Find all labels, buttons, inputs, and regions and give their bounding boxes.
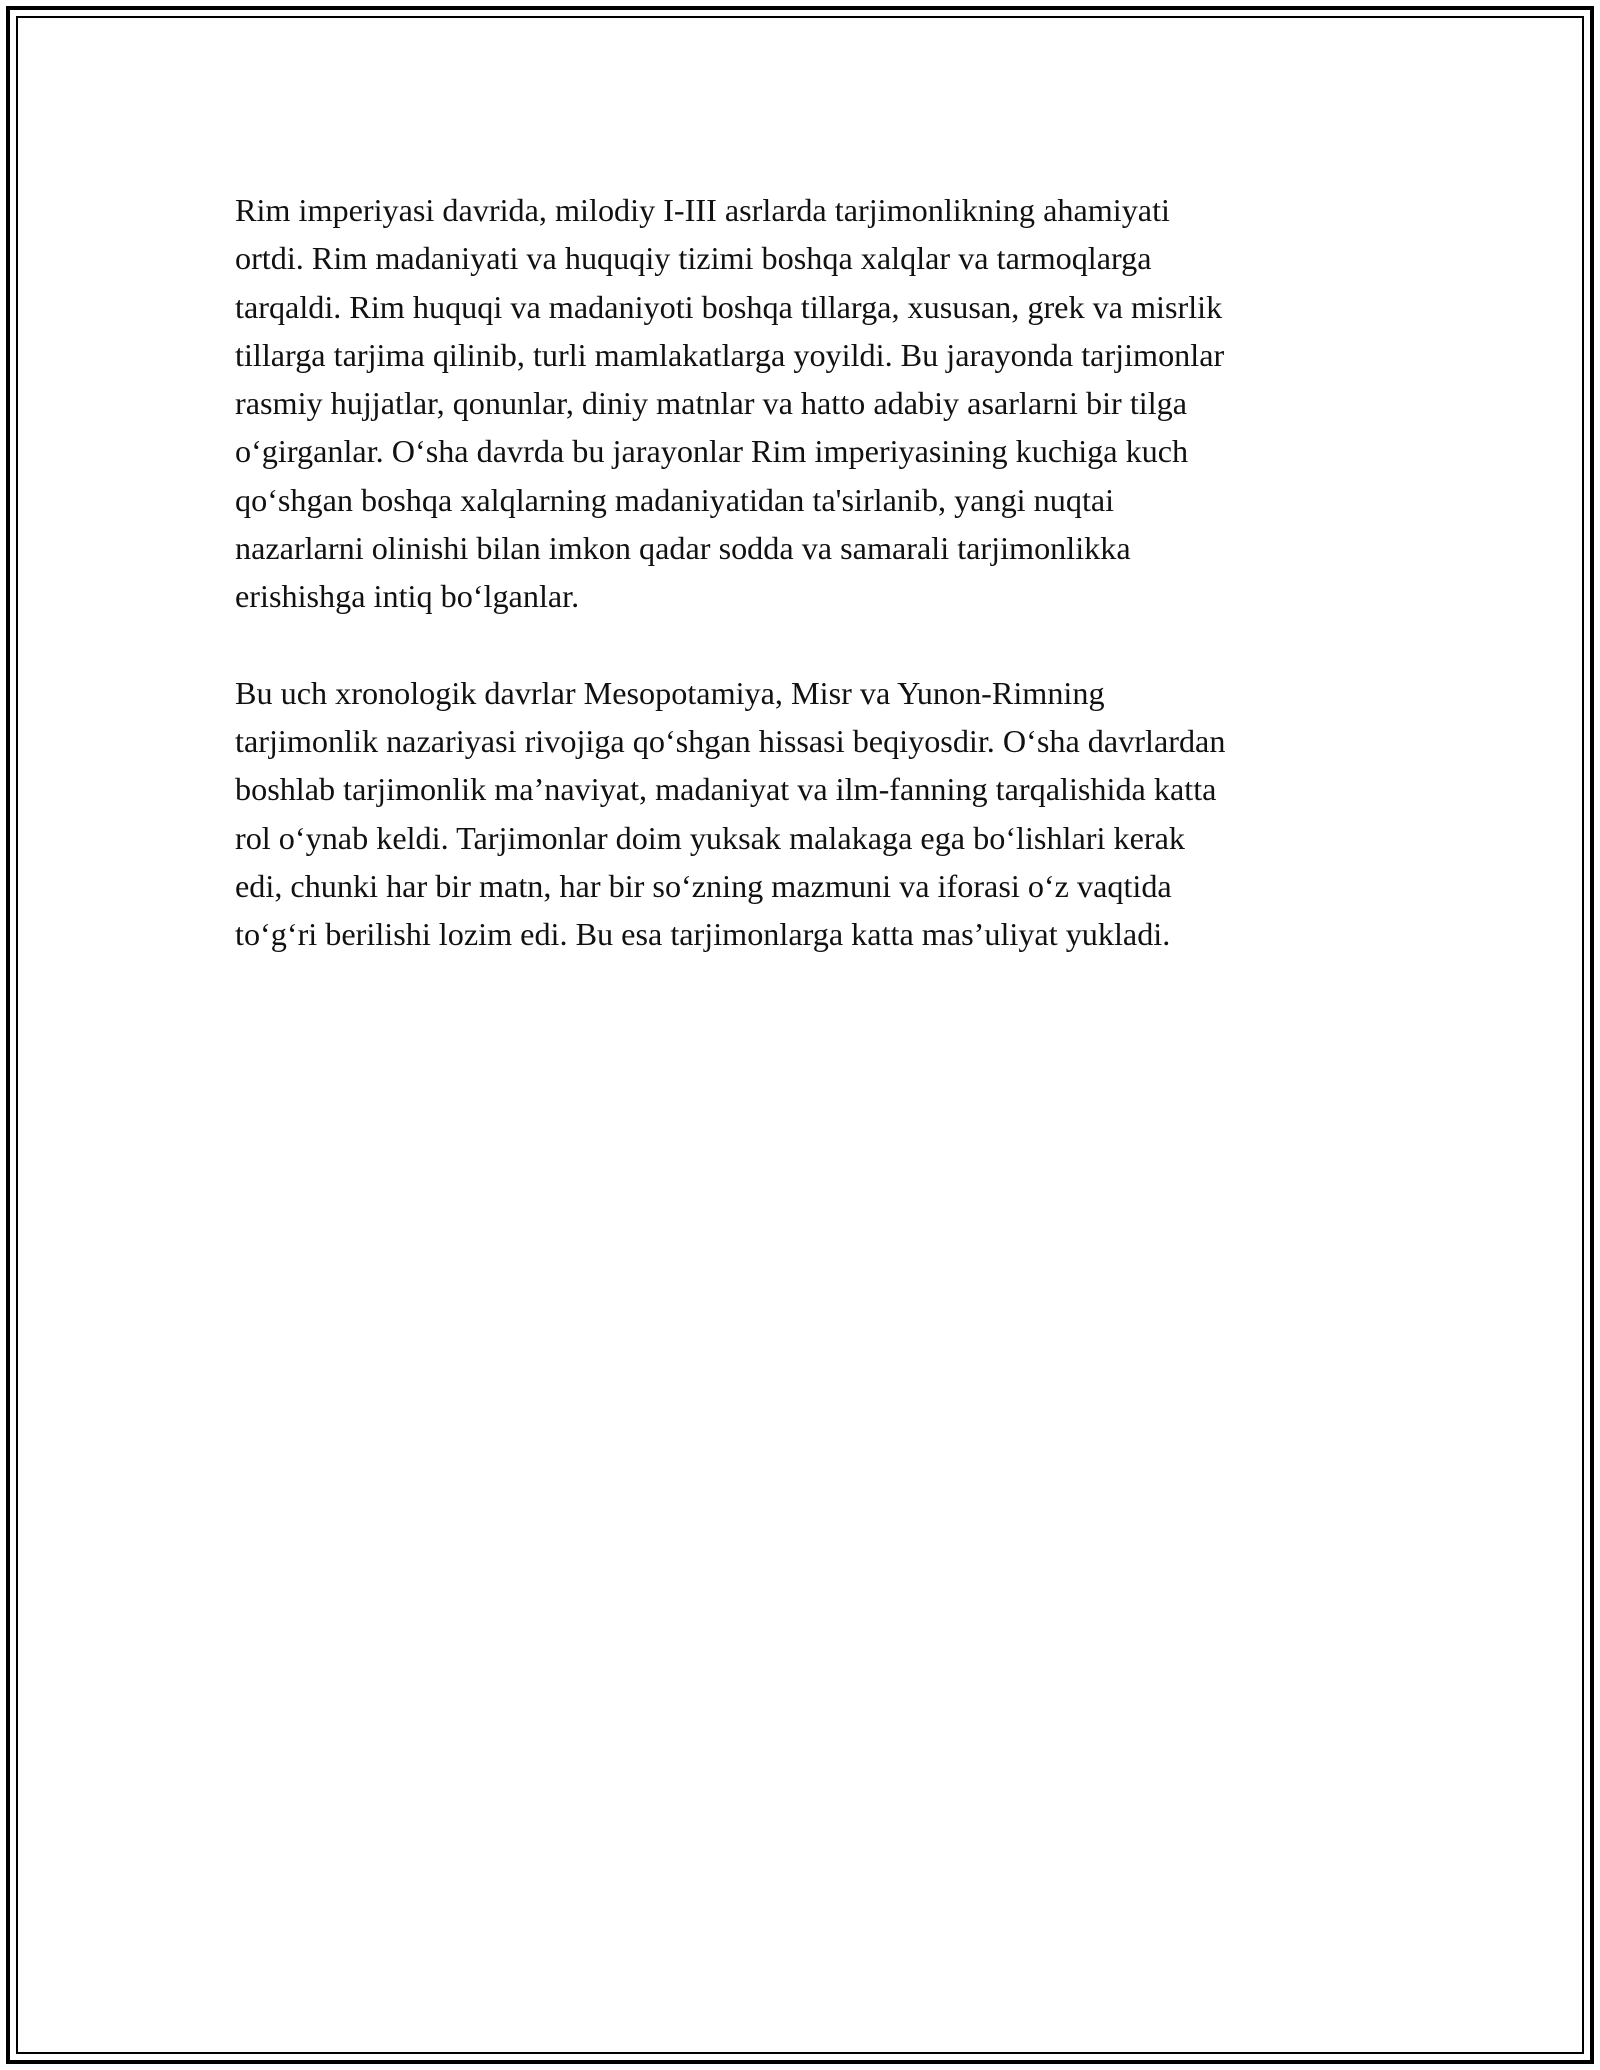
text-line: tarjimonlik nazariyasi rivojiga qoʻshgan hissasi beqiyosdir. Oʻsha davrlardan <box>235 722 1226 759</box>
text-line: erishishga intiq boʻlganlar. <box>235 578 580 615</box>
text-line: boshlab tarjimonlik maʼnaviyat, madaniyat va ilm-fanning tarqalishida katta <box>235 771 1217 808</box>
text-line: Bu uch xronologik davrlar Mesopotamiya, Misr va Yunon-Rimning <box>235 674 1105 711</box>
text-line: Rim imperiyasi davrida, milodiy I-III asrlarda tarjimonlikning ahamiyati <box>235 192 1170 228</box>
text-line: qoʻshgan boshqa xalqlarning madaniyatidan ta'sirlanib, yangi nuqtai <box>235 481 1115 518</box>
text-line: tarqaldi. Rim huquqi va madaniyoti boshqa tillarga, xususan, grek va misrlik <box>235 288 1223 325</box>
text-line: rasmiy hujjatlar, qonunlar, diniy matnlar va hatto adabiy asarlarni bir tilga <box>235 385 1188 422</box>
text-line: nazarlarni olinishi bilan imkon qadar sodda va samarali tarjimonlikka <box>235 530 1131 567</box>
text-line: rol oʻynab keldi. Tarjimonlar doim yuksak malakaga ega boʻlishlari kerak <box>235 819 1185 856</box>
paragraph-roman-empire <box>235 186 1375 621</box>
text-line: ortdi. Rim madaniyati va huquqiy tizimi boshqa xalqlar va tarmoqlarga <box>235 240 1152 277</box>
text-line: oʻgirganlar. Oʻsha davrda bu jarayonlar Rim imperiyasining kuchiga kuch <box>235 433 1189 470</box>
text-line: toʻgʻri berilishi lozim edi. Bu esa tarjimonlarga katta masʼuliyat yukladi. <box>235 916 1171 953</box>
paragraph-three-periods <box>235 669 1375 959</box>
document-body <box>235 186 1375 958</box>
text-line: tillarga tarjima qilinib, turli mamlakatlarga yoyildi. Bu jarayonda tarjimonlar <box>235 336 1225 373</box>
text-line: edi, chunki har bir matn, har bir soʻzning mazmuni va iforasi oʻz vaqtida <box>235 867 1172 904</box>
